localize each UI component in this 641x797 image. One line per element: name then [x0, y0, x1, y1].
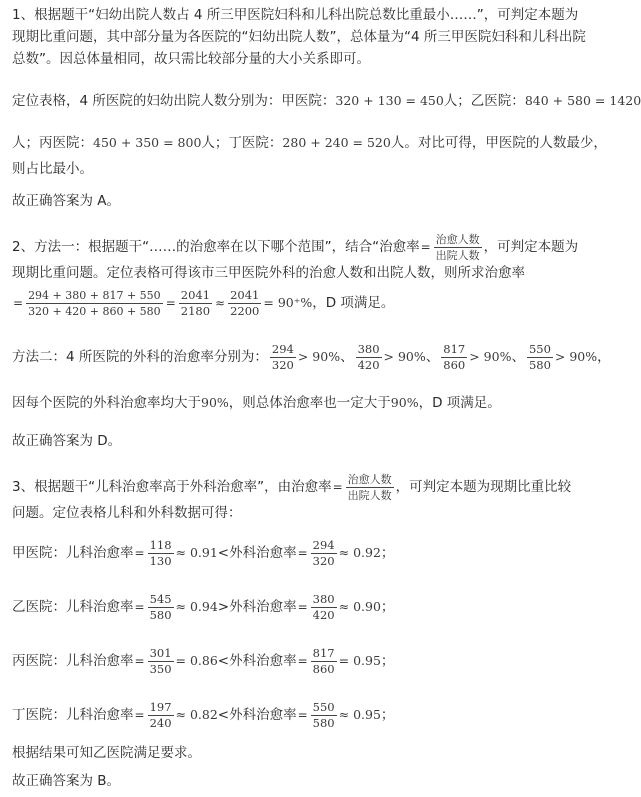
- q1-text: 人；乙医院：: [443, 93, 525, 109]
- separator: ；: [380, 707, 395, 723]
- q1-line-1: [12, 6, 603, 24]
- fraction: $\frac{545}{580}$: [149, 591, 172, 622]
- fraction: $\frac{197}{240}$: [149, 699, 172, 730]
- fraction: $\frac{301}{350}$: [149, 645, 172, 676]
- q2-line-5: [12, 394, 603, 412]
- sum-fraction: $\frac{294 + 380 + 817 + 550}{320 + 420 + 860 + 580}$: [28, 288, 161, 318]
- answer-text: 故正确答案为 D。: [12, 433, 122, 449]
- q2-answer: [12, 432, 603, 450]
- hospital-label: 乙医院：儿科治愈率: [12, 599, 134, 615]
- q3-math: ≈ 0.82: [175, 707, 218, 722]
- q2-result: = 90⁺%: [263, 295, 313, 310]
- q1-math: 320 + 130 = 450: [335, 93, 444, 108]
- q2-text: ，D 项满足。: [418, 395, 501, 411]
- q1-line-2: [12, 28, 603, 46]
- q1-text: 则占比最小。: [12, 161, 93, 177]
- q1-text: 1、根据题干“妇幼出院人数占 4 所三甲医院妇科和儿科出院总数比重最小……”，可判定本题为: [12, 7, 579, 23]
- compare-sign: <: [217, 545, 230, 561]
- compare-sign: <: [217, 653, 230, 669]
- q1-text: 人；丁医院：: [201, 135, 283, 151]
- fraction: $\frac{118}{130}$: [149, 537, 172, 568]
- answer-text: 故正确答案为 B。: [12, 773, 121, 789]
- q1-math: 450 + 350 = 800: [93, 135, 202, 150]
- q2-math: > 90%: [383, 349, 426, 364]
- fraction: $\frac{817}{860}$: [443, 341, 466, 372]
- q2-text: 因每个医院的外科治愈率均大于: [12, 395, 201, 411]
- cure-rate-fraction: $\frac{\text{治愈人数}}{\text{出院人数}}$: [435, 232, 480, 262]
- separator: ；: [380, 545, 395, 561]
- fraction: $\frac{380}{420}$: [312, 591, 335, 622]
- separator: 、: [340, 349, 354, 365]
- q2-math: > 90%: [554, 349, 598, 364]
- q2-math: 90%: [201, 395, 229, 410]
- q3-text: 外科治愈率: [229, 653, 297, 669]
- q1-text: 现期比重问题，其中部分量为各医院的“妇幼出院人数”，总体量为“4 所三甲医院妇科和儿科出院: [12, 29, 586, 45]
- q3-math: ≈ 0.90: [338, 599, 381, 614]
- q1-answer: [12, 192, 603, 210]
- q2-text: ，则总体治愈率也一定大于: [228, 395, 391, 411]
- q3-math: = 0.86: [175, 653, 218, 668]
- q2-formula: = $\frac{294 + 380 + 817 + 550}{320 + 420 + 860 + 580}$ = $\frac{2041}{2180}$ ≈ $\frac{2041}{2200}$ = 90⁺%，D 项满足。: [13, 287, 395, 318]
- q1-line-3: [12, 50, 603, 68]
- q2-text: 2、方法一：根据题干“……的治愈率在以下哪个范围”，结合“治愈率: [12, 239, 420, 255]
- q2-text: ，可判定本题为: [483, 239, 579, 255]
- q3-answer: [12, 772, 603, 790]
- q1-text: 人；丙医院：: [12, 135, 93, 151]
- q1-text: 人。对比可得，甲医院的人数最少，: [390, 135, 607, 151]
- q3-text: 问题。定位表格儿科和外科数据可得：: [12, 505, 242, 521]
- q1-math: 280 + 240 = 520: [282, 135, 391, 150]
- q1-line-5: [12, 134, 607, 152]
- separator: ，: [597, 349, 611, 365]
- cure-rate-fraction: $\frac{\text{治愈人数}}{\text{出院人数}}$: [347, 472, 392, 502]
- q3-text: 根据结果可知乙医院满足要求。: [12, 745, 201, 761]
- q2-line-2: [12, 264, 603, 282]
- q1-text: 定位表格，4 所医院的妇幼出院人数分别为：甲医院：: [12, 93, 336, 109]
- answer-text: 故正确答案为 A。: [12, 193, 121, 209]
- fraction: $\frac{294}{320}$: [312, 537, 335, 568]
- q2-method2-line: [12, 340, 611, 374]
- compare-sign: <: [217, 707, 230, 723]
- hospital-label: 丙医院：儿科治愈率: [12, 653, 134, 669]
- hospital-label: 甲医院：儿科治愈率: [12, 545, 134, 561]
- fraction: $\frac{294}{320}$: [271, 341, 294, 372]
- q3-text: 3、根据题干“儿科治愈率高于外科治愈率”，由治愈率: [12, 479, 332, 495]
- fraction: $\frac{380}{420}$: [357, 341, 380, 372]
- q2-line-1: 2、方法一：根据题干“……的治愈率在以下哪个范围”，结合“治愈率= $\frac{\text{治愈人数}}{\text{出院人数}}$ ，可判定本题为: [12, 232, 579, 262]
- q3-math: = 0.95: [338, 653, 381, 668]
- q2-math: > 90%: [297, 349, 341, 364]
- q2-math: 90%: [390, 395, 419, 410]
- q3-math: ≈ 0.91: [175, 545, 218, 560]
- q3-math: ≈ 0.94: [175, 599, 218, 614]
- q2-math: > 90%: [469, 349, 512, 364]
- q2-text: ，D 项满足。: [312, 295, 395, 311]
- q3-text: 外科治愈率: [229, 545, 297, 561]
- q3-row-ding: 丁医院：儿科治愈率= $\frac{197}{240}$ ≈ 0.82<外科治愈率= $\frac{550}{580}$ ≈ 0.95；: [12, 699, 395, 730]
- fraction: $\frac{817}{860}$: [312, 645, 335, 676]
- separator: 、: [511, 349, 525, 365]
- q3-math: ≈ 0.95: [338, 707, 381, 722]
- q3-row-yi: 乙医院：儿科治愈率= $\frac{545}{580}$ ≈ 0.94>外科治愈率= $\frac{380}{420}$ ≈ 0.90；: [12, 591, 395, 622]
- separator: ；: [380, 599, 395, 615]
- separator: 、: [425, 349, 440, 365]
- fraction: $\frac{550}{580}$: [528, 341, 551, 372]
- q3-text: 外科治愈率: [229, 599, 297, 615]
- q1-text: 总数”。因总体量相同，故只需比较部分量的大小关系即可。: [12, 51, 370, 67]
- q3-row-bing: 丙医院：儿科治愈率= $\frac{301}{350}$ = 0.86<外科治愈率= $\frac{817}{860}$ = 0.95；: [12, 645, 395, 676]
- q3-row-jia: 甲医院：儿科治愈率= $\frac{118}{130}$ ≈ 0.91<外科治愈率= $\frac{294}{320}$ ≈ 0.92；: [12, 537, 395, 568]
- hospital-label: 丁医院：儿科治愈率: [12, 707, 134, 723]
- q3-text: 外科治愈率: [229, 707, 297, 723]
- q3-text: ，可判定本题为现期比重比较: [395, 479, 572, 495]
- fraction: $\frac{550}{580}$: [312, 699, 335, 730]
- q2-text: 现期比重问题。定位表格可得该市三甲医院外科的治愈人数和出院人数，则所求治愈率: [12, 265, 525, 281]
- q3-conclusion: [12, 744, 603, 762]
- fraction: $\frac{2041}{2180}$: [180, 287, 211, 318]
- compare-sign: >: [217, 599, 230, 615]
- q1-line-6: [12, 160, 603, 178]
- q3-line-1: 3、根据题干“儿科治愈率高于外科治愈率”，由治愈率= $\frac{\text{治愈人数}}{\text{出院人数}}$ ，可判定本题为现期比重比较: [12, 472, 572, 502]
- separator: ；: [380, 653, 395, 669]
- q3-line-2: [12, 504, 603, 522]
- q1-line-4: [12, 92, 641, 110]
- q2-text: 方法二：4 所医院的外科的治愈率分别为：: [12, 349, 268, 365]
- q3-math: ≈ 0.92: [338, 545, 381, 560]
- fraction: $\frac{2041}{2200}$: [230, 287, 260, 318]
- q1-math: 840 + 580 = 1420: [524, 93, 641, 108]
